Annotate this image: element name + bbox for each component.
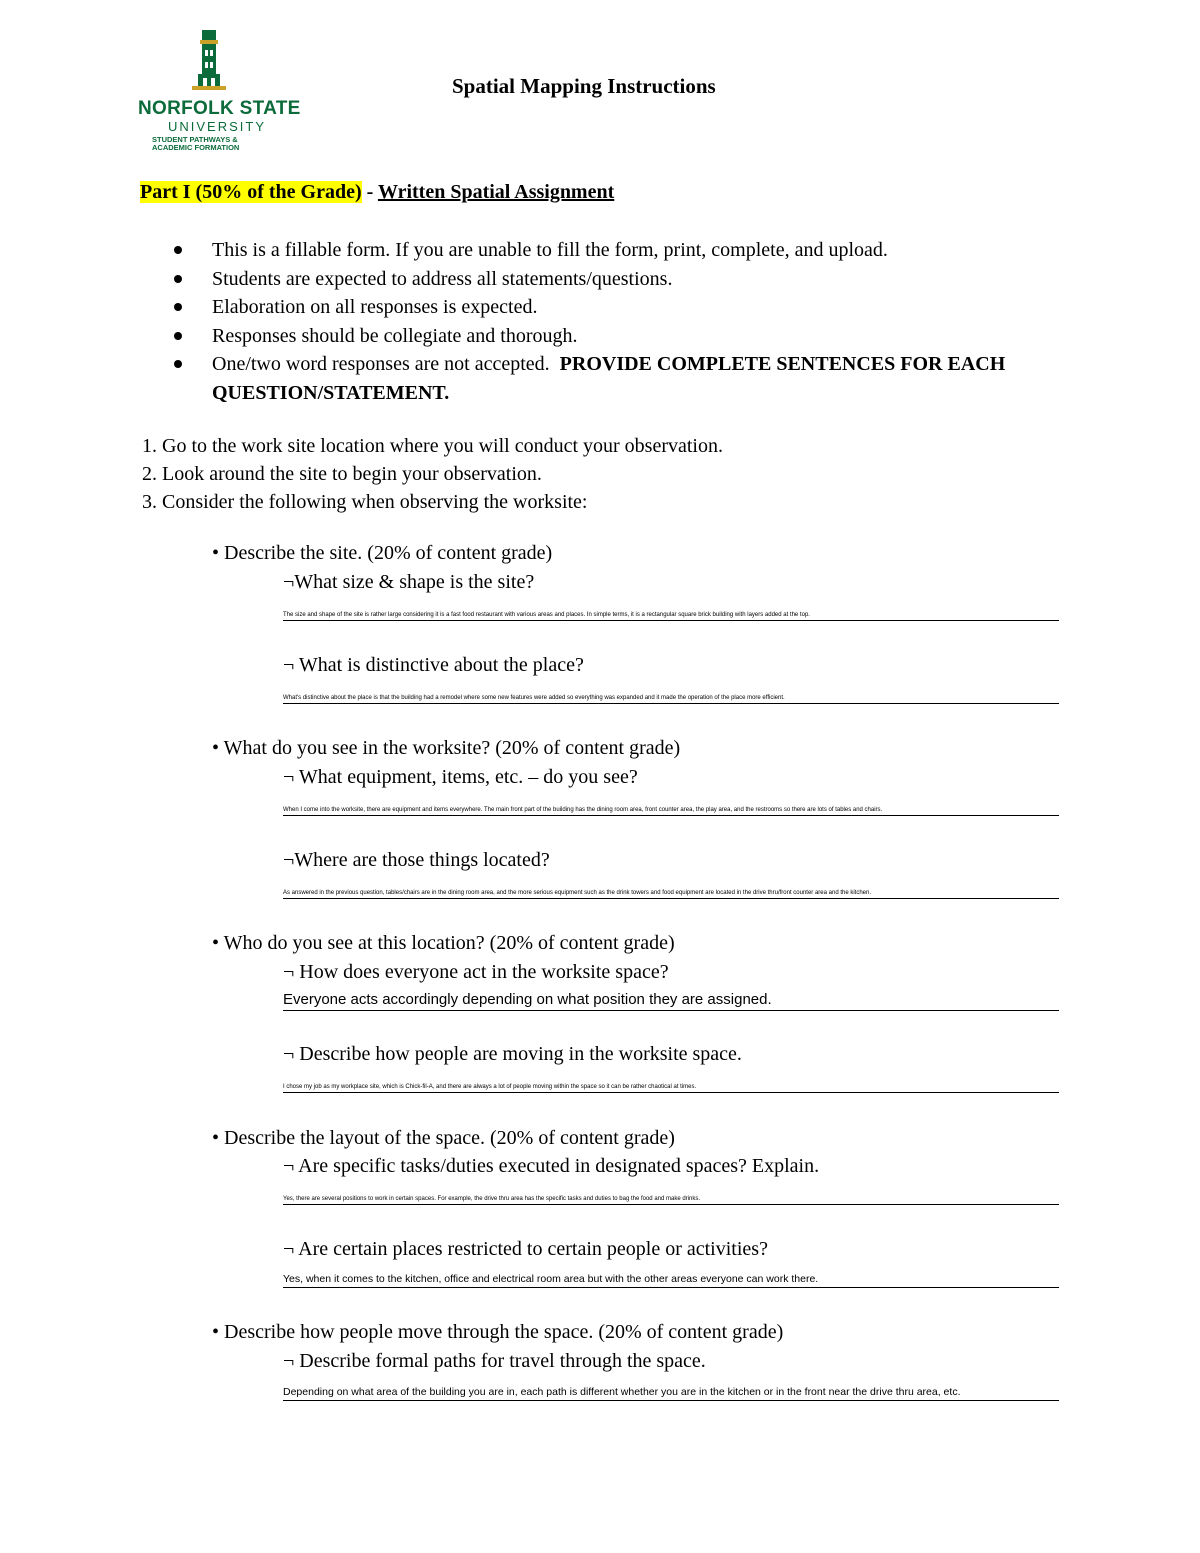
logo-line-2: ACADEMIC FORMATION xyxy=(152,143,240,152)
answer-field[interactable]: What's distinctive about the place is that the building had a remodel where some new features were added so everything was expanded and it made the operation of the place more efficient. xyxy=(283,683,1059,704)
question-label: ¬ What equipment, items, etc. – do you see? xyxy=(283,766,638,788)
answer-field[interactable]: As answered in the previous question, tables/chairs are in the dining room area, and the more serious equipment such as the drink towers and food equipment are located in the drive thru/front counter area and the kitchen. xyxy=(283,878,1059,899)
bullet-item: Responses should be collegiate and thorough. xyxy=(172,322,1052,351)
question-label: ¬ What is distinctive about the place? xyxy=(283,654,584,676)
part-grade-highlight: Part I (50% of the Grade) xyxy=(140,181,362,203)
question-label: ¬Where are those things located? xyxy=(283,849,550,871)
bullet-icon xyxy=(174,246,182,254)
bullet-item: Elaboration on all responses is expected. xyxy=(172,293,1052,322)
question-label: ¬ How does everyone act in the worksite space? xyxy=(283,961,669,983)
bullet-emphasis: PROVIDE COMPLETE SENTENCES FOR EACH QUESTION/STATEMENT. xyxy=(212,353,1006,404)
bullet-icon xyxy=(174,303,182,311)
document-title: Spatial Mapping Instructions xyxy=(452,74,716,98)
part-separator: - xyxy=(361,181,378,203)
instruction-bullets xyxy=(172,236,1052,408)
bullet-icon xyxy=(174,332,182,340)
logo-line-1: STUDENT PATHWAYS & xyxy=(152,135,238,144)
answer-field[interactable]: Everyone acts accordingly depending on what position they are assigned. xyxy=(283,990,1059,1011)
logo-name: NORFOLK STATE xyxy=(138,98,301,119)
question-label: ¬ Are certain places restricted to certain people or activities? xyxy=(283,1238,768,1260)
answer-field[interactable]: Depending on what area of the building you are in, each path is different whether you are in the kitchen or in the front near the drive thru area, etc. xyxy=(283,1380,1059,1401)
question-label: ¬What size & shape is the site? xyxy=(283,571,535,593)
step-item: 3. Consider the following when observing the worksite: xyxy=(142,491,588,513)
section-heading: • What do you see in the worksite? (20% of content grade) xyxy=(212,737,681,759)
step-item: 2. Look around the site to begin your observation. xyxy=(142,463,542,485)
section-heading: • Describe how people move through the space. (20% of content grade) xyxy=(212,1321,784,1343)
answer-field[interactable]: The size and shape of the site is rather large considering it is a fast food restaurant with various areas and places. In simple terms, it is a rectangular square brick building with layers added at the top. xyxy=(283,600,1059,621)
answer-field[interactable]: I chose my job as my workplace site, which is Chick-fil-A, and there are always a lot of people moving within the space so it can be rather chaotical at times. xyxy=(283,1072,1059,1093)
logo-subtitle: UNIVERSITY xyxy=(168,119,267,134)
bullet-item: This is a fillable form. If you are unable to fill the form, print, complete, and upload. xyxy=(172,236,1052,265)
question-label: ¬ Describe formal paths for travel through the space. xyxy=(283,1350,706,1372)
steps-list xyxy=(142,432,723,516)
section-heading: • Who do you see at this location? (20% of content grade) xyxy=(212,932,675,954)
answer-field[interactable]: Yes, when it comes to the kitchen, office and electrical room area but with the other areas everyone can work there. xyxy=(283,1267,1059,1288)
section-heading: • Describe the layout of the space. (20% of content grade) xyxy=(212,1127,675,1149)
answer-field[interactable]: When I come into the worksite, there are equipment and items everywhere. The main front part of the building has the dining room area, front counter area, the play area, and the restrooms so there are lots of tables and chairs. xyxy=(283,795,1059,816)
bullet-item: Students are expected to address all statements/questions. xyxy=(172,265,1052,294)
bullet-item: One/two word responses are not accepted. PROVIDE COMPLETE SENTENCES FOR EACH QUESTION/STATEMENT. xyxy=(172,350,1052,407)
section-heading: • Describe the site. (20% of content grade) xyxy=(212,542,553,564)
lighthouse-tower-icon xyxy=(138,28,288,98)
university-logo xyxy=(138,28,301,152)
part-heading xyxy=(140,181,614,204)
question-label: ¬ Are specific tasks/duties executed in designated spaces? Explain. xyxy=(283,1155,820,1177)
answer-field[interactable]: Yes, there are several positions to work in certain spaces. For example, the drive thru area has the specific tasks and duties to bag the food and make drinks. xyxy=(283,1184,1059,1205)
bullet-icon xyxy=(174,275,182,283)
step-item: 1. Go to the work site location where you will conduct your observation. xyxy=(142,435,723,457)
part-name: Written Spatial Assignment xyxy=(377,181,615,203)
question-label: ¬ Describe how people are moving in the worksite space. xyxy=(283,1043,742,1065)
bullet-icon xyxy=(174,360,182,368)
